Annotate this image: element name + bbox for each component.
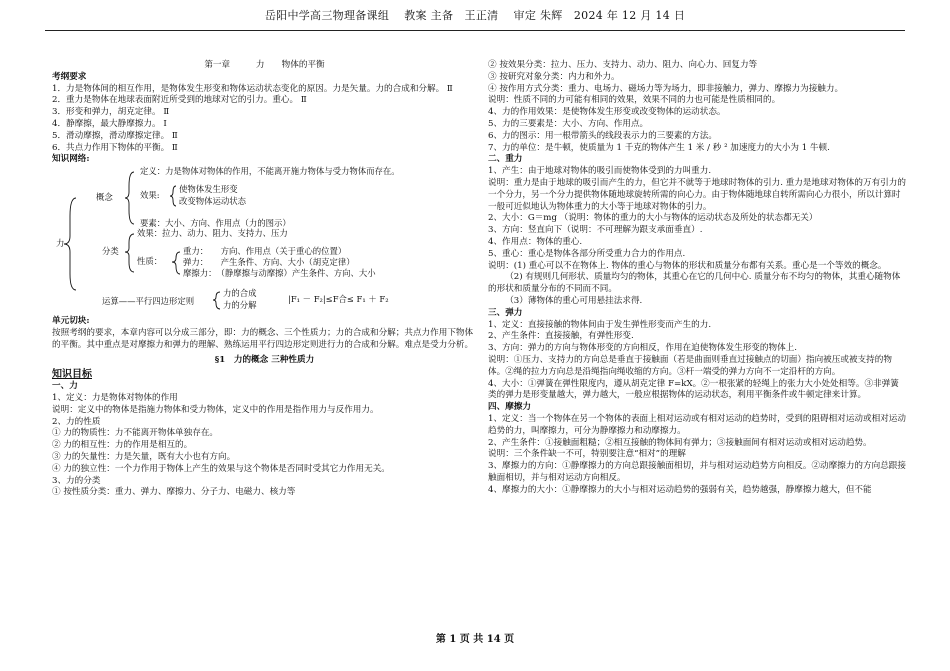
part1-line: ③ 力的矢量性：力是矢量，既有大小也有方向。: [52, 451, 236, 462]
gravity-note: 说明：重力是由于地球的吸引而产生的力，但它并不就等于地球时物体的引力. 重力是地球对物体的万有引力的一个分力，另一个分力提供物体随地球旋转所需的向心力。由于物体随地球自转所需向心力很小，所以计算时一般可近似地认为物体重力的大小等于地球对物体的引力。: [488, 177, 906, 212]
mindmap-braces: [52, 166, 477, 316]
force-classification-line: ② 按效果分类：拉力、压力、支持力、动力、阻力、向心力、回复力等: [488, 60, 758, 70]
part1-line: ① 力的物质性：力不能离开物体单独存在。: [52, 428, 219, 439]
gravity-line: 2、大小：G＝mg （说明：物体的重力的大小与物体的运动状态及所处的状态都无关）: [488, 213, 818, 224]
mindmap-root: 力: [56, 238, 65, 249]
elastic-line: 1、定义：直接接触的物体间由于发生弹性形变而产生的力.: [488, 319, 712, 330]
force-elements-line: 5、力的三要素是：大小、方向、作用点。: [488, 118, 649, 129]
part1-line: ④ 力的独立性：一个力作用于物体上产生的效果与这个物体是否同时受其它力作用无关。: [52, 463, 390, 474]
gravity-heading: 二、重力: [488, 154, 523, 165]
friction-size: 4、摩擦力的大小：①静摩擦力的大小与相对运动趋势的强弱有关，趋势越强，静摩擦力越大，但不能: [488, 484, 872, 495]
syllabus-item: 3．形变和弹力，胡克定律。 Ⅱ: [52, 107, 170, 118]
section-title: §1 力的概念 三种性质力: [214, 354, 315, 365]
gravity-line: 4、作用点：物体的重心.: [488, 236, 583, 247]
center-note-2: （2) 有规则几何形状、质量均匀的物体，其重心在它的几何中心. 质量分布不均匀的物体，其重心随物体的形状和质量分布的不同而不同。: [488, 272, 901, 295]
operation-brace: [213, 292, 220, 309]
gravity-line: 3、方向：竖直向下（说明：不可理解为跟支承面垂直）.: [488, 225, 703, 236]
knowledge-target-heading: 知识目标: [52, 369, 92, 381]
syllabus-item: 2．重力是物体在地球表面附近所受到的地球对它的引力。重心。 Ⅱ: [52, 95, 307, 106]
center-note-3: （3）薄物体的重心可用悬挂法求得.: [505, 295, 643, 306]
force-note-line: 说明：性质不同的力可能有相同的效果，效果不同的力也可能是性质相同的。: [488, 95, 781, 106]
syllabus-heading: 考纲要求: [52, 71, 87, 82]
mindmap-gravity: 重力： 方向、作用点（关于重心的位置）: [183, 246, 347, 257]
knowledge-mindmap: [52, 166, 477, 316]
page-footer: 第 1 页 共 14 页: [435, 634, 515, 645]
part1-heading: 一、力: [52, 381, 78, 392]
mindmap-operation: 运算——平行四边形定则: [102, 296, 195, 307]
mindmap-nature: 性质：: [137, 256, 163, 267]
syllabus-item: 5．滑动摩擦，滑动摩擦定律。 Ⅱ: [52, 130, 178, 141]
mindmap-classify: 分类: [102, 246, 119, 257]
center-note-1: 说明：(1) 重心可以不在物体上. 物体的重心与物体的形状和质量分布都有关系。重心是一个等效的概念。: [488, 260, 887, 271]
left-column: [52, 60, 477, 499]
force-unit-line: 7、力的单位：是牛顿，使质量为 1 千克的物体产生 1 米 / 秒 ² 加速度力的大小为 1 牛顿.: [488, 142, 830, 153]
friction-definition: 1、定义：当一个物体在另一个物体的表面上相对运动或有相对运动的趋势时，受到的阻碍相对运动或相对运动趋势的力，叫摩擦力，可分为静摩擦力和动摩擦力。: [488, 413, 906, 436]
root-brace: [64, 198, 76, 290]
gravity-line: 5、重心：重心是物体各部分所受重力合力的作用点.: [488, 248, 686, 259]
mindmap-effect-2: 改变物体运动状态: [179, 196, 246, 207]
syllabus-item: 6．共点力作用下物体的平衡。 Ⅱ: [52, 142, 178, 153]
elastic-note: 说明：①压力、支持力的方向总是垂直于接触面（若是曲面则垂直过接触点的切面）指向被压或被支持的物体。②绳的拉力方向总是沿绳指向绳收缩的方向。③杆一端受的弹力方向不一定沿杆的方向。: [488, 354, 892, 377]
force-diagram-line: 6、力的图示：用一根带箭头的线段表示力的三要素的方法。: [488, 130, 717, 141]
concept-brace: [125, 172, 134, 224]
mindmap-elastic: 弹力： 产生条件、方向、大小（胡克定律）: [183, 257, 355, 268]
friction-conditions: 2、产生条件：①接触面粗糙；②相互接触的物体间有弹力；③接触面间有相对运动或相对运动趋势。: [488, 437, 872, 448]
mindmap-range: |F₁ － F₂|≤F合≤ F₁ ＋ F₂: [288, 294, 389, 305]
friction-direction: 3、摩擦力的方向：①静摩擦力的方向总跟接触面相切，并与相对运动趋势方向相反。②动摩擦力的方向总跟接触面相切，并与相对运动方向相反。: [488, 461, 906, 483]
elastic-line: 3、方向：弹力的方向与物体形变的方向相反，作用在迫使物体发生形变的物体上.: [488, 343, 797, 354]
chapter-title: 第一章 力 物体的平衡: [204, 60, 325, 70]
part1-line: 3、力的分类: [52, 475, 101, 486]
elastic-heading: 三、弹力: [488, 307, 523, 318]
mindmap-effect-1: 使物体发生形变: [179, 184, 238, 195]
network-heading: 知识网络:: [52, 154, 90, 165]
friction-conditions-note: 说明：三个条件缺一不可，特别要注意“相对”的理解: [488, 449, 686, 460]
syllabus-item: 4．静摩擦，最大静摩擦力。 Ⅰ: [52, 118, 167, 129]
mindmap-friction: 摩擦力： （静摩擦与动摩擦）产生条件、方向、大小: [183, 268, 376, 279]
part1-line: 说明：定义中的物体是指施力物体和受力物体，定义中的作用是指作用力与反作用力。: [52, 404, 379, 415]
unit-text: 按照考纲的要求，本章内容可以分成三部分，即：力的概念、三个性质力；力的合成和分解；共点力作用下物体的平衡。其中重点是对摩擦力和弹力的理解、熟练运用平行四边形定则进行力的合成和分解。难点是受力分析。: [52, 327, 474, 350]
mindmap-compose: 力的合成: [223, 288, 257, 299]
part1-line: ① 按性质分类：重力、弹力、摩擦力、分子力、电磁力、核力等: [52, 487, 296, 498]
elastic-size: 4、大小：①弹簧在弹性限度内，遵从胡克定律 F=kX。②一根张紧的轻绳上的张力大小处处相等。③非弹簧类的弹力是形变量越大，弹力越大，一般应根据物体的运动状态，利用平衡条件或牛顿定律来计算。: [488, 378, 899, 401]
mindmap-definition: 定义：力是物体对物体的作用，不能离开施力物体与受力物体而存在。: [140, 166, 400, 177]
part1-line: 1、定义：力是物体对物体的作用: [52, 392, 178, 403]
force-classification-line: ③ 按研究对象分类：内力和外力。: [488, 71, 620, 82]
mindmap-effect: 效果:: [140, 190, 160, 201]
syllabus-item: 1．力是物体间的相互作用，是物体发生形变和物体运动状态变化的原因。力是矢量。力的合成和分解。 Ⅱ: [52, 83, 453, 94]
elastic-line: 2、产生条件：直接接触，有弹性形变.: [488, 331, 634, 342]
part1-line: 2、力的性质: [52, 416, 101, 427]
header-rule: [45, 30, 905, 31]
classify-brace: [125, 234, 134, 272]
unit-heading: 单元切块:: [52, 316, 90, 327]
part1-line: ② 力的相互性：力的作用是相互的。: [52, 440, 193, 451]
mindmap-decompose: 力的分解: [223, 300, 257, 311]
mindmap-concept: 概念: [96, 192, 113, 203]
force-effect-line: 4、力的作用效果：是使物体发生形变或改变物体的运动状态。: [488, 107, 726, 118]
page-header: 岳阳中学高三物理备课组 教案 主备 王正清 审定 朱辉 2024 年 12 月 14 日: [264, 9, 686, 22]
friction-heading: 四、摩擦力: [488, 402, 531, 413]
right-column: [488, 60, 906, 496]
nature-brace: [172, 252, 180, 274]
effect-brace: [170, 186, 176, 206]
mindmap-elements: 要素：大小、方向、作用点（力的图示）: [140, 218, 291, 229]
force-classification-line: ④ 按作用方式分类：重力、电场力、磁场力等为场力，即非接触力，弹力、摩擦力为接触力。: [488, 83, 844, 94]
mindmap-by-effect: 效果：拉力、动力、阻力、支持力、压力: [137, 228, 288, 239]
gravity-origin: 1、产生：由于地球对物体的吸引而使物体受到的力叫重力.: [488, 166, 712, 177]
